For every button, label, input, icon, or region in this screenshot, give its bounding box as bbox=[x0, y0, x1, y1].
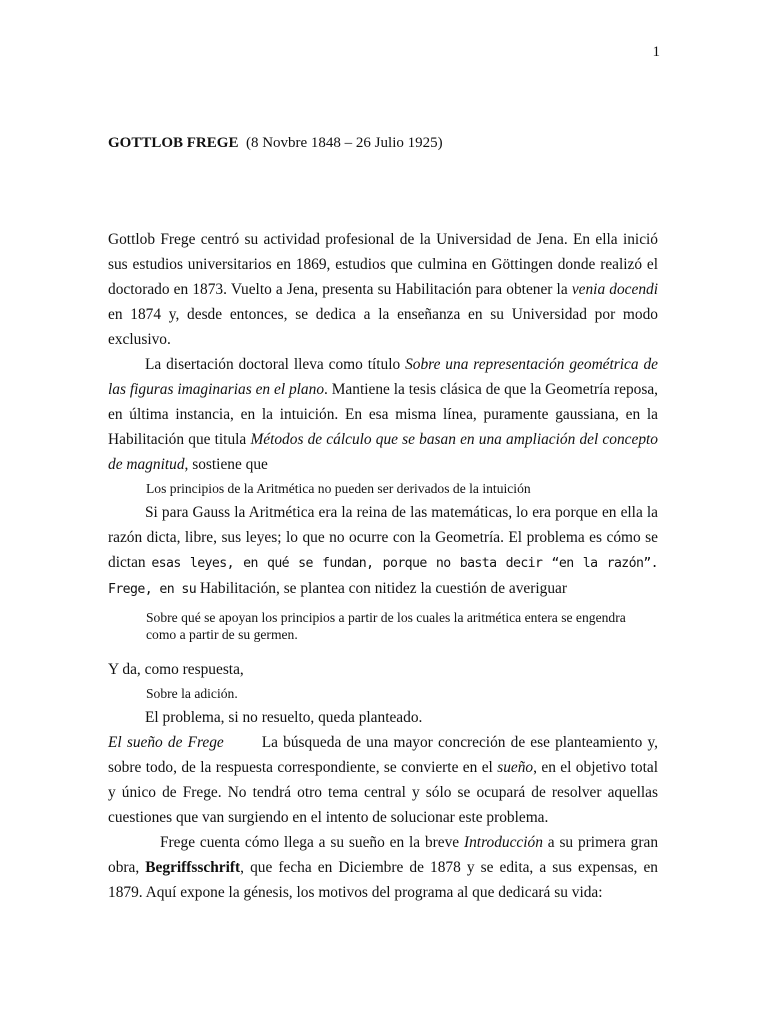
paragraph-2-text-a: La disertación doctoral lleva como título bbox=[145, 356, 406, 373]
paragraph-2-text-c: , sostiene que bbox=[184, 456, 268, 473]
paragraph-3-mono-text: esas leyes, en qué se fundan, porque no basta decir “en la razón”. Frege, en su bbox=[108, 556, 658, 597]
paragraph-7 bbox=[108, 830, 658, 905]
paragraph-7-text-a: Frege cuenta cómo llega a su sueño en la breve bbox=[160, 834, 464, 851]
paragraph-3-text-b: Habilitación, se plantea con nitidez la cuestión de averiguar bbox=[196, 580, 568, 597]
paragraph-2-italic-habilitation-title: Métodos de cálculo que se basan en una ampliación del concepto de magnitud bbox=[108, 431, 658, 473]
paragraph-1-text-b: en 1874 y, desde entonces, se dedica a la enseñanza en su Universidad por modo exclusivo. bbox=[108, 306, 658, 348]
paragraph-1-italic-venia-docendi: venia docendi bbox=[571, 281, 658, 298]
block-quote-1: Los principios de la Aritmética no pueden ser derivados de la intuición bbox=[146, 481, 531, 496]
paragraph-1-text-a: Gottlob Frege centró su actividad profesional de la Universidad de Jena. En ella inició sus estudios universitarios en 1869, estudios que culmina en Göttingen donde realizó el doctorado en 1873. Vuelto a Jena, presenta su Habilitación para obtener la bbox=[108, 231, 658, 298]
heading-name: GOTTLOB FREGE bbox=[108, 135, 239, 151]
section-heading-sueno-de-frege: El sueño de Frege bbox=[108, 734, 224, 751]
paragraph-4: Y da, como respuesta, bbox=[108, 661, 244, 678]
paragraph-1 bbox=[108, 227, 658, 352]
block-quote-3: Sobre la adición. bbox=[146, 686, 238, 701]
paragraph-2 bbox=[108, 352, 658, 477]
paragraph-2-text-b: . Mantiene la tesis clásica de que la Geometría reposa, en última instancia, en la intuición. En esa misma línea, puramente gaussiana, en la Habilitación que titula bbox=[108, 381, 658, 448]
paragraph-7-text-b: a su primera gran obra, bbox=[108, 834, 659, 876]
paragraph-7-italic-introduccion: Introducción bbox=[463, 834, 543, 851]
page-number: 1 bbox=[652, 44, 660, 60]
heading-dates: (8 Novbre 1848 – 26 Julio 1925) bbox=[245, 135, 443, 151]
paragraph-3-text-a: Si para Gauss la Aritmética era la reina de las matemáticas, lo era porque en ella la razón dicta, libre, sus leyes; lo que no ocurre con la Geometría. El problema es cómo se dictan bbox=[108, 504, 658, 571]
paragraph-6-text-b: , en el objetivo total y único de Frege. No tendrá otro tema central y sólo se ocupará de resolver aquellas cuestiones que van surgiendo en el intento de solucionar este problema. bbox=[108, 759, 658, 826]
paragraph-5: El problema, si no resuelto, queda planteado. bbox=[145, 709, 423, 726]
paragraph-6-text-a: La búsqueda de una mayor concreción de ese planteamiento y, sobre todo, de la respuesta correspondiente, se convierte en el bbox=[108, 734, 658, 776]
block-quote-2: Sobre qué se apoyan los principios a partir de los cuales la aritmética entera se engendra como a partir de su germen. bbox=[146, 610, 626, 642]
paragraph-2-italic-thesis-title: Sobre una representación geométrica de las figuras imaginarias en el plano bbox=[108, 356, 658, 398]
paragraph-7-bold-begriffsschrift: Begriffsschrift bbox=[145, 859, 241, 876]
body-text bbox=[108, 227, 658, 905]
document-heading bbox=[108, 135, 668, 152]
paragraph-6 bbox=[108, 730, 658, 830]
paragraph-3 bbox=[108, 500, 658, 602]
paragraph-6-italic-sueno: sueño bbox=[497, 759, 534, 776]
paragraph-7-text-c: , que fecha en Diciembre de 1878 y se edita, a sus expensas, en 1879. Aquí expone la génesis, los motivos del programa al que dedicará su vida: bbox=[108, 859, 659, 901]
